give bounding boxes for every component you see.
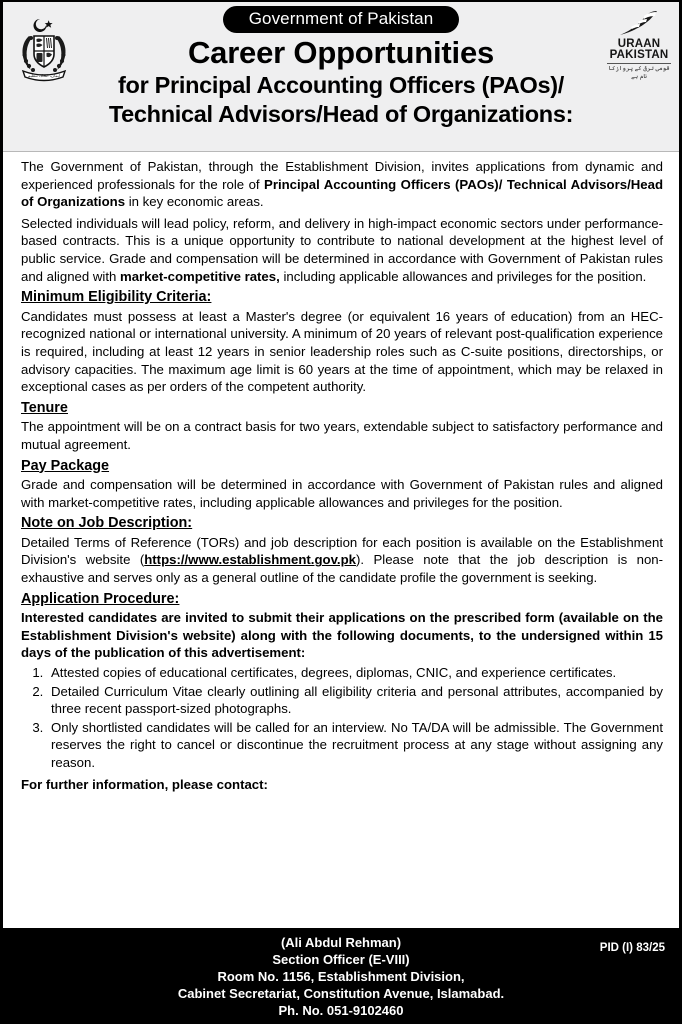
advert-body	[3, 152, 679, 928]
section-heading-eligibility: Minimum Eligibility Criteria:	[21, 289, 212, 306]
government-badge-container	[3, 6, 679, 33]
list-item: 3. Only shortlisted candidates will be called for an interview. No TA/DA will be admissible. The Government reserves the right to cancel or discontinue the recruitment process at any stage without assigning any reason.	[47, 719, 663, 772]
contact-block	[3, 934, 679, 1019]
list-item: 1. Attested copies of educational certificates, degrees, diplomas, CNIC, and experience certificates.	[47, 664, 663, 682]
section-heading-application-procedure: Application Procedure:	[21, 590, 180, 607]
uraan-bird-icon	[614, 8, 664, 38]
intro-paragraph-2	[21, 215, 663, 285]
uraan-pakistan-logo	[607, 8, 671, 81]
application-lead-text: Interested candidates are invited to submit their applications on the prescribed form (available on the Establishment Division's website) along with the following documents, to the undersigned within 15 days of the publication of this advertisement:	[21, 610, 663, 661]
pakistan-state-emblem-icon	[13, 16, 75, 82]
uraan-logo-line1: URAAN	[617, 38, 661, 50]
section-heading-note-job-description: Note on Job Description:	[21, 515, 193, 532]
section-heading-pay-package: Pay Package	[21, 457, 110, 474]
svg-text:ایمان، اتحاد، تنظیم: ایمان، اتحاد، تنظیم	[27, 73, 61, 78]
uraan-logo-line2: PAKISTAN	[609, 49, 669, 61]
page-subtitle-line2: Technical Advisors/Head of Organizations:	[108, 101, 574, 127]
contact-lead-text: For further information, please contact:	[21, 776, 268, 792]
government-of-pakistan-badge: Government of Pakistan	[223, 6, 460, 33]
contact-name: (Ali Abdul Rehman)	[280, 935, 402, 950]
page-title: Career Opportunities	[187, 35, 495, 70]
establishment-division-website-link[interactable]: https://www.establishment.gov.pk	[144, 552, 356, 568]
advert-footer	[3, 928, 679, 1024]
advert-header	[3, 2, 679, 152]
intro-p2-part-a: Selected individuals will lead policy, reform, and delivery in high-impact economic sectors under performance-based contracts. This is a unique opportunity to contribute to national development at the highest level of public service. Grade and compensation will be determined in accordance with Government of Pakistan rules and aligned with	[21, 215, 663, 284]
note-body	[21, 534, 663, 587]
intro-p1-part-a: The Government of Pakistan, through the Establishment Division, invites applications from dynamic and experienced professionals for the role of	[21, 159, 663, 192]
intro-p2-part-b: including applicable allowances and privileges for the position.	[279, 268, 647, 284]
intro-p1-part-b: in key economic areas.	[125, 194, 264, 210]
page-subtitle-line1: for Principal Accounting Officers (PAOs)/	[117, 72, 564, 98]
contact-phone: Ph. No. 051-9102460	[278, 1003, 404, 1018]
intro-paragraph-1	[21, 158, 663, 211]
section-heading-tenure: Tenure	[21, 399, 68, 416]
pid-code: PID (I) 83/25	[599, 942, 665, 954]
required-documents-list	[21, 664, 663, 772]
note-part-b: ). Please note that the job description is non-exhaustive and serves only as a general outline of the candidate profile the government is seeking.	[21, 552, 663, 586]
list-item: 2. Detailed Curriculum Vitae clearly outlining all eligibility criteria and personal attributes, accompanied by three recent passport-sized photographs.	[47, 683, 663, 718]
eligibility-body: Candidates must possess at least a Master's degree (or equivalent 16 years of education) from an HEC-recognized national or international university. A minimum of 20 years of relevant post-qualification experience is required, including at least 12 years in senior leadership roles such as C-suite positions, directorships, or advisory capacities. The maximum age limit is 60 years at the time of appointment, which may be relaxed in exceptional cases as per orders of the competent authority.	[21, 308, 663, 395]
intro-p1-role-bold: Principal Accounting Officers (PAOs)/ Technical Advisors/Head of Organizations	[21, 176, 663, 210]
note-part-a: Detailed Terms of Reference (TORs) and job description for each position is available on the Establishment Division's website (	[21, 534, 663, 568]
contact-designation: Section Officer (E-VIII)	[272, 952, 410, 967]
tenure-body: The appointment will be on a contract basis for two years, extendable subject to satisfactory performance and mutual agreement.	[21, 419, 663, 452]
contact-address-line2: Cabinet Secretariat, Constitution Avenue, Islamabad.	[177, 986, 505, 1001]
uraan-logo-urdu: قومی ترقی کے پروازکا نام ہے	[607, 63, 671, 81]
pay-package-body: Grade and compensation will be determined in accordance with Government of Pakistan rules and aligned with market-competitive rates, including applicable allowances and privileges for the position.	[21, 477, 663, 510]
contact-address-line1: Room No. 1156, Establishment Division,	[217, 969, 465, 984]
intro-p2-rates-bold: market-competitive rates,	[119, 268, 280, 284]
